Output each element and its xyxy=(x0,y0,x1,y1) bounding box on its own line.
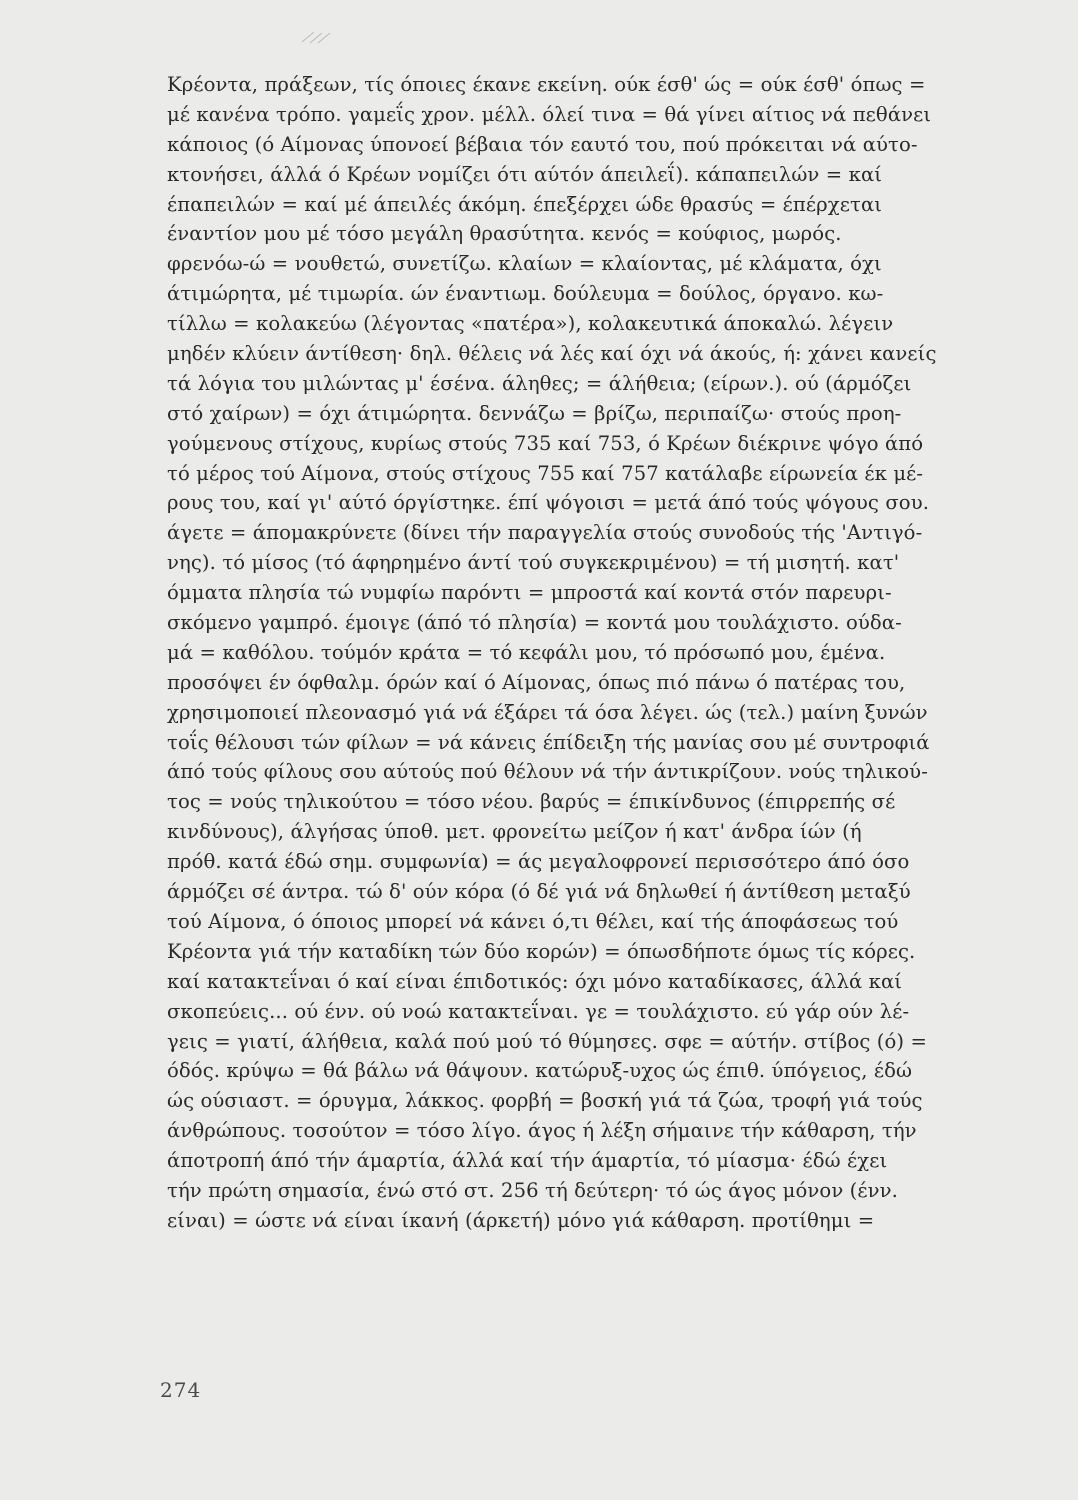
page-number: 274 xyxy=(160,1378,202,1402)
text-line: τά λόγια του μιλώντας μ' έσένα. άληθες; = άλήθεια; (είρων.). ού (άρμόζει xyxy=(167,371,912,395)
text-line: έναντίον μου μέ τόσο μεγάλη θρασύτητα. κενός = κούφιος, μωρός. xyxy=(167,222,842,246)
text-line: φρενόω-ώ = νουθετώ, συνετίζω. κλαίων = κλαίοντας, μέ κλάματα, όχι xyxy=(167,252,882,276)
text-line: μέ κανένα τρόπο. γαμεΐς χρον. μέλλ. όλεί τινα = θά γίνει αίτιος νά πεθάνει xyxy=(167,102,932,126)
text-line: χρησιμοποιεί πλεονασμό γιά νά έξάρει τά όσα λέγει. ώς (τελ.) μαίνη ξυνών xyxy=(167,700,928,724)
text-line: σκόμενο γαμπρό. έμοιγε (άπό τό πλησία) = κοντά μου τουλάχιστο. ούδα- xyxy=(167,611,902,635)
text-line: προσόψει έν όφθαλμ. όρών καί ό Αίμονας, όπως πιό πάνω ό πατέρας του, xyxy=(167,670,906,694)
text-line: μά = καθόλου. τούμόν κράτα = τό κεφάλι μου, τό πρόσωπό μου, έμένα. xyxy=(167,640,886,664)
text-line: καί κατακτεΐναι ό καί είναι έπιδοτικός: όχι μόνο καταδίκασες, άλλά καί xyxy=(167,969,903,993)
text-line: τοΐς θέλουσι τών φίλων = νά κάνεις έπίδειξη τής μανίας σου μέ συντροφιά xyxy=(167,730,930,754)
pencil-mark xyxy=(300,30,340,44)
text-line: ρους του, καί γι' αύτό όργίστηκε. έπί ψόγοισι = μετά άπό τούς ψόγους σου. xyxy=(167,491,930,515)
text-line: όδός. κρύψω = θά βάλω νά θάψουν. κατώρυξ-υχος ώς έπιθ. ύπόγειος, έδώ xyxy=(167,1059,913,1083)
text-line: τίλλω = κολακεύω (λέγοντας «πατέρα»), κολακευτικά άποκαλώ. λέγειν xyxy=(167,312,894,336)
text-line: γούμενους στίχους, κυρίως στούς 735 καί 753, ό Κρέων διέκρινε ψόγο άπό xyxy=(167,431,924,455)
text-line: άπό τούς φίλους σου αύτούς πού θέλουν νά τήν άντικρίζουν. νούς τηλικού- xyxy=(167,760,928,784)
text-line: Κρέοντα γιά τήν καταδίκη τών δύο κορών) = όπωσδήποτε όμως τίς κόρες. xyxy=(167,939,916,963)
text-line: μηδέν κλύειν άντίθεση· δηλ. θέλεις νά λές καί όχι νά άκούς, ή: χάνει κανείς xyxy=(167,342,937,366)
text-line: γεις = γιατί, άλήθεια, καλά πού μού τό θύμησες. σφε = αύτήν. στίβος (ό) = xyxy=(167,1029,928,1053)
text-line: πρόθ. κατά έδώ σημ. συμφωνία) = άς μεγαλοφρονεί περισσότερο άπό όσο xyxy=(167,850,910,874)
text-line: ώς ούσιαστ. = όρυγμα, λάκκος. φορβή = βοσκή γιά τά ζώα, τροφή γιά τούς xyxy=(167,1089,923,1113)
text-line: κάποιος (ό Αίμονας ύπονοεί βέβαια τόν εαυτό του, πού πρόκειται νά αύτο- xyxy=(167,132,918,156)
text-line: τό μέρος τού Αίμονα, στούς στίχους 755 καί 757 κατάλαβε είρωνεία έκ μέ- xyxy=(167,461,924,485)
text-line: Κρέοντα, πράξεων, τίς όποιες έκανε εκείνη. ούκ έσθ' ώς = ούκ έσθ' όπως = xyxy=(167,73,926,96)
text-line: άγετε = άπομακρύνετε (δίνει τήν παραγγελία στούς συνοδούς τής 'Αντιγό- xyxy=(167,521,923,545)
text-line: κτονήσει, άλλά ό Κρέων νομίζει ότι αύτόν άπειλεΐ). κάπαπειλών = καί xyxy=(167,162,883,186)
text-line: τήν πρώτη σημασία, ένώ στό στ. 256 τή δεύτερη· τό ώς άγος μόνον (ένν. xyxy=(167,1178,899,1202)
text-line: τού Αίμονα, ό όποιος μπορεί νά κάνει ό,τι θέλει, καί τής άποφάσεως τού xyxy=(167,909,899,933)
text-line: όμματα πλησία τώ νυμφίω παρόντι = μπροστά καί κοντά στόν παρευρι- xyxy=(167,581,892,605)
text-line: άρμόζει σέ άντρα. τώ δ' ούν κόρα (ό δέ γιά νά δηλωθεί ή άντίθεση μεταξύ xyxy=(167,880,911,904)
commentary-text xyxy=(167,70,1017,1236)
text-line: τος = νούς τηλικούτου = τόσο νέου. βαρύς = έπικίνδυνος (έπιρρεπής σέ xyxy=(167,790,896,814)
text-line: είναι) = ώστε νά είναι ίκανή (άρκετή) μόνο γιά κάθαρση. προτίθημι = xyxy=(167,1208,875,1232)
text-line: σκοπεύεις... ού ένν. ού νοώ κατακτεΐναι. γε = τουλάχιστο. εύ γάρ ούν λέ- xyxy=(167,999,910,1023)
text-line: άποτροπή άπό τήν άμαρτία, άλλά καί τήν άμαρτία, τό μίασμα· έδώ έχει xyxy=(167,1149,888,1173)
text-line: νης). τό μίσος (τό άφηρημένο άντί τού συγκεκριμένου) = τή μισητή. κατ' xyxy=(167,551,900,575)
text-line: άνθρώπους. τοσούτον = τόσο λίγο. άγος ή λέξη σήμαινε τήν κάθαρση, τήν xyxy=(167,1119,917,1143)
text-line: άτιμώρητα, μέ τιμωρία. ών έναντιωμ. δούλευμα = δούλος, όργανο. κω- xyxy=(167,282,884,306)
text-line: κινδύνους), άλγήσας ύποθ. μετ. φρονείτω μείζον ή κατ' άνδρα ίών (ή xyxy=(167,820,862,844)
text-line: στό χαίρων) = όχι άτιμώρητα. δεννάζω = βρίζω, περιπαίζω· στούς προη- xyxy=(167,401,902,425)
text-line: έπαπειλών = καί μέ άπειλές άκόμη. έπεξέρχει ώδε θρασύς = έπέρχεται xyxy=(167,192,883,216)
